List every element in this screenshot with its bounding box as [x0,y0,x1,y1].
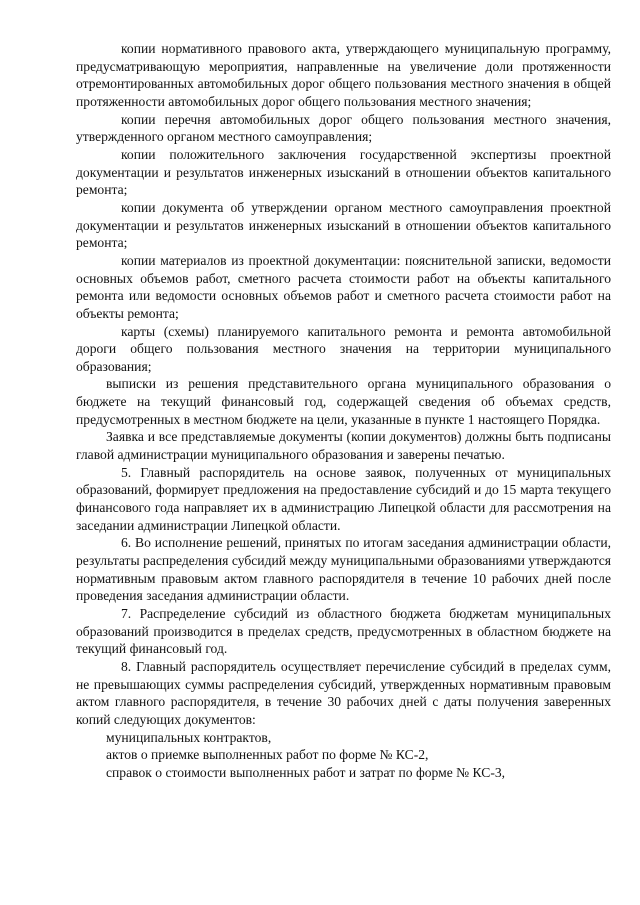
paragraph-clause-6: 6. Во исполнение решений, принятых по итогам заседания администрации области, результаты распределения субсидий между муниципальными образованиями утверждаются нормативным правовым актом главного распорядителя в течение 10 рабочих дней после проведения заседания администрации области. [76,535,611,604]
paragraph-road-list-copy: копии перечня автомобильных дорог общего пользования местного значения, утвержденного органом местного самоуправления; [76,111,611,145]
paragraph-signing-requirement: Заявка и все представляемые документы (копии документов) должны быть подписаны главой администрации муниципального образования и заверены печатью. [76,429,611,463]
list-item-ks3-certificates: справок о стоимости выполненных работ и затрат по форме № КС-3, [106,764,506,780]
paragraph-clause-8: 8. Главный распорядитель осуществляет перечисление субсидий в пределах сумм, не превышающих суммы распределения субсидий, утвержденных нормативным правовым актом главного распорядителя, в течение 30 рабочих дней с даты получения заверенных копий следующих документов: [76,658,611,727]
paragraph-expertise-copy: копии положительного заключения государственной экспертизы проектной документации и результатов инженерных изысканий в отношении объектов капитального ремонта; [76,146,611,198]
list-item-ks2-acts: актов о приемке выполненных работ по форме № КС-2, [106,747,429,763]
paragraph-clause-7: 7. Распределение субсидий из областного бюджета бюджетам муниципальных образований производится в пределах средств, предусмотренных в областном бюджете на текущий финансовый год. [76,606,611,657]
paragraph-repair-maps: карты (схемы) планируемого капитального ремонта и ремонта автомобильной дороги общего пользования местного значения на территории муниципального образования; [76,323,611,374]
paragraph-program-copy: копии нормативного правового акта, утверждающего муниципальную программу, предусматривающую мероприятия, направленные на увеличение доли протяженности отремонтированных автомобильных дорог общего пользования местного значения в общей протяженности автомобильных дорог общего пользования местного значения; [76,41,611,109]
paragraph-approval-copy: копии документа об утверждении органом местного самоуправления проектной документации и результатов инженерных изысканий в отношении объектов капитального ремонта; [76,199,611,251]
paragraph-project-materials: копии материалов из проектной документации: пояснительной записки, ведомости основных объемов работ, сметного расчета стоимости работ на объекты капитального ремонта или ведомости основных объемов работ и сметного расчета стоимости работ на объекты ремонта; [76,252,611,321]
paragraph-clause-5: 5. Главный распорядитель на основе заявок, полученных от муниципальных образований, формирует предложения на предоставление субсидий и до 15 марта текущего финансового года направляет их в администрацию Липецкой области для рассмотрения на заседании администрации Липецкой области. [76,464,611,533]
list-item-contracts: муниципальных контрактов, [106,729,272,745]
document-body [76,40,611,782]
paragraph-budget-extracts: выписки из решения представительного органа муниципального образования о бюджете на текущий финансовый год, содержащей сведения об объемах средств, предусмотренных в местном бюджете на цели, указанные в пункте 1 настоящего Порядка. [76,376,611,427]
